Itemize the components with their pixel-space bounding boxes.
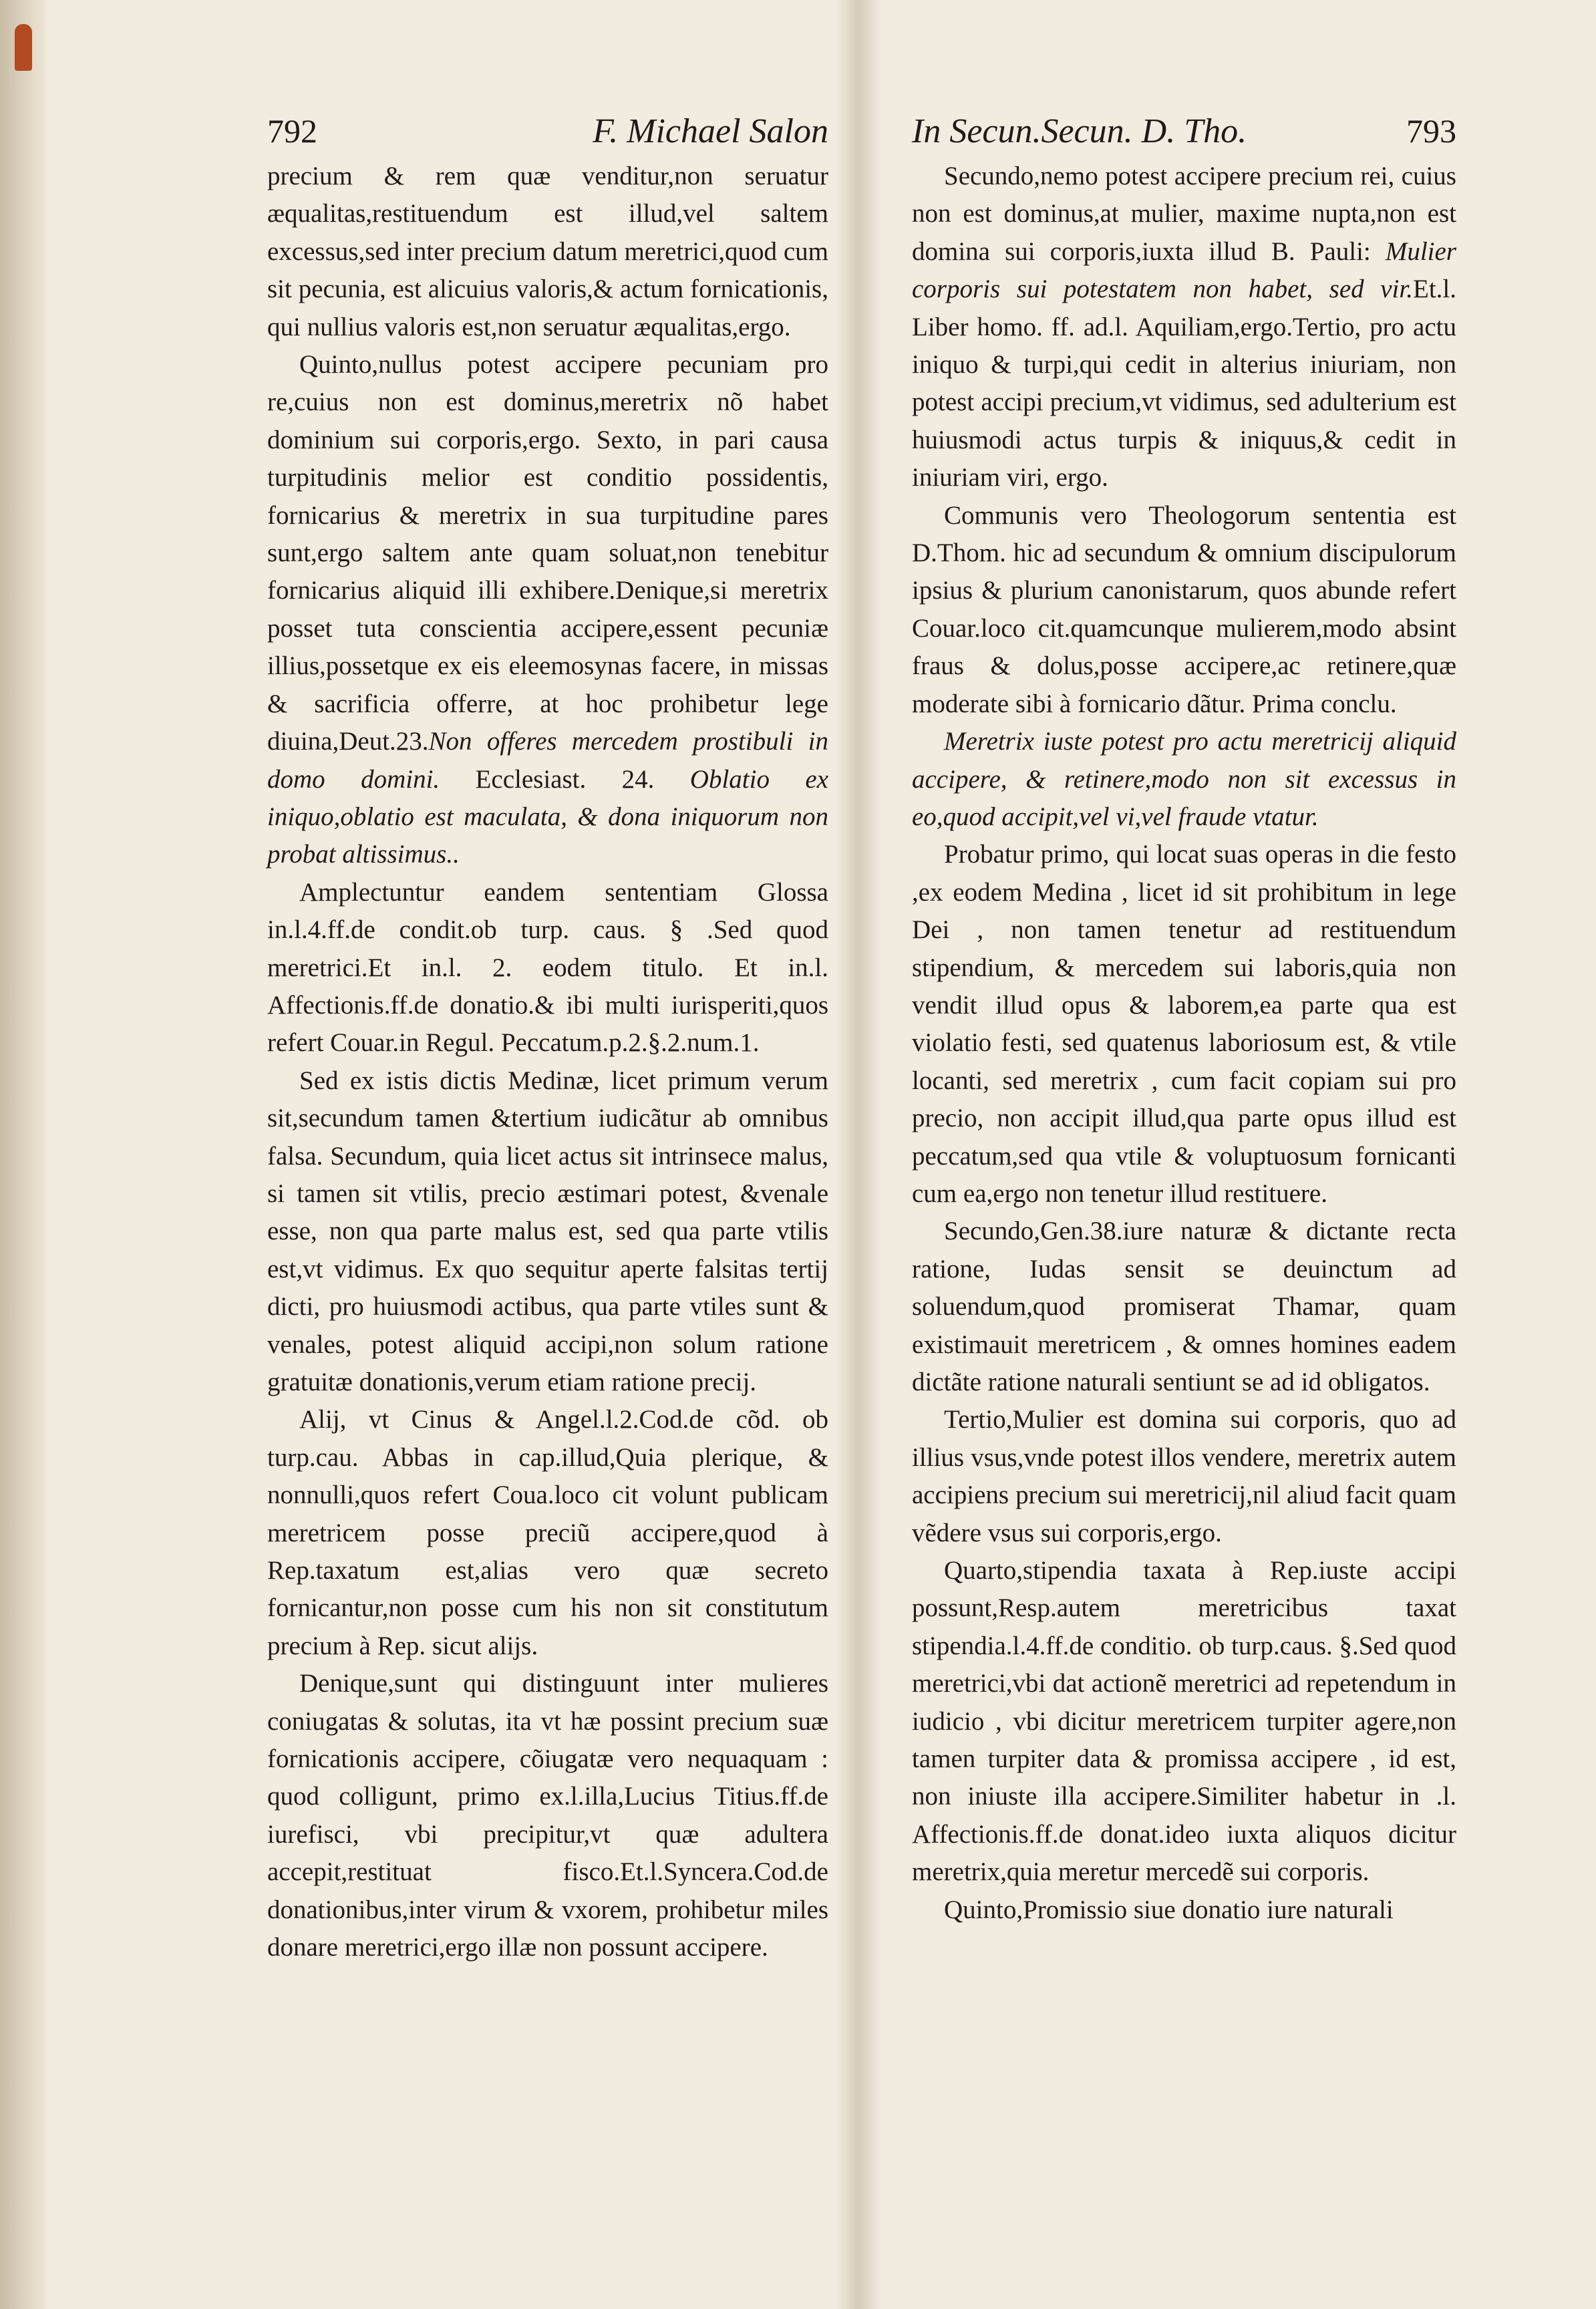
body-text: Et.l. Liber homo. ff. ad.l. Aquiliam,ergo.Tertio, pro actu iniquo & turpi,qui cedit in alterius iniuriam, non potest accipi precium,vt vidimus, sed adulterium est huiusmodi actus turpis & iniquus,& cedit in iniuriam viri, ergo. <box>912 275 1456 492</box>
left-page-paragraph <box>267 158 828 346</box>
body-text: Denique,sunt qui distinguunt inter mulieres coniugatas & solutas, ita vt hæ possint precium suæ fornicationis accipere, cõiugatæ vero nequaquam : quod colligunt, primo ex.l.illa,Lucius Titius.ff.de iurefisci, vbi precipitur,vt quæ adultera accepit,restituat fisco.Et.l.Syncera.Cod.de donationibus,inter virum & vxorem, prohibetur miles donare meretrici,ergo illæ non possunt accipere. <box>267 1669 828 1962</box>
body-text: Quinto,Promissio siue donatio iure naturali <box>944 1895 1394 1924</box>
left-page-text <box>267 158 828 1967</box>
right-page-paragraph <box>912 1891 1456 1929</box>
left-running-head <box>267 107 828 158</box>
left-page <box>267 107 828 1967</box>
right-page-paragraph <box>912 497 1456 723</box>
right-running-title: In Secun.Secun. D. Tho. <box>912 112 1247 150</box>
body-text: Sed ex istis dictis Medinæ, licet primum verum sit,secundum tamen &tertium iudicãtur ab omnibus falsa. Secundum, quia licet actus sit intrinsece malus, si tamen sit vtilis, precio æstimari potest, &venale esse, non qua parte malus est, sed qua parte vtilis est,vt vidimus. Ex quo sequitur aperte falsitas tertij dicti, pro huiusmodi actibus, qua parte vtiles sunt & venales, potest aliquid accipi,non solum ratione gratuitæ donationis,verum etiam ratione precij. <box>267 1066 828 1396</box>
body-text: Alij, vt Cinus & Angel.l.2.Cod.de cõd. ob turp.cau. Abbas in cap.illud,Quia plerique, & nonnulli,quos refert Coua.loco cit volunt publicam meretricem posse preciũ accipere,quod à Rep.taxatum est,alias vero quæ secreto fornicantur,non posse cum his non sit constitutum precium à Rep. sicut alijs. <box>267 1405 828 1660</box>
body-text: Meretrix iuste potest pro actu meretricij aliquid accipere, & retinere,modo non sit excessus in eo,quod accipit,vel vi,vel fraude vtatur. <box>912 727 1456 831</box>
right-page-paragraph <box>912 836 1456 1213</box>
left-page-paragraph <box>267 346 828 874</box>
body-text: Communis vero Theologorum sententia est D.Thom. hic ad secundum & omnium discipulorum ipsius & plurium canonistarum, quos abunde refert Couar.loco cit.quamcunque mulierem,modo absint fraus & dolus,posse accipere,ac retinere,quæ moderate sibi à fornicario dãtur. Prima conclu. <box>912 500 1456 718</box>
right-page-text <box>912 158 1456 1929</box>
left-page-paragraph <box>267 874 828 1062</box>
body-text: Secundo,nemo potest accipere precium rei, cuius non est dominus,at mulier, maxime nupta,non est domina sui corporis,iuxta illud B. Pauli: <box>912 162 1456 266</box>
body-text: precium & rem quæ venditur,non seruatur æqualitas,restituendum est illud,vel saltem excessus,sed inter precium datum meretrici,quod cum sit pecunia, est alicuius valoris,& actum fornicationis, qui nullius valoris est,non seruatur æqualitas,ergo. <box>267 162 828 341</box>
quotation-text: Oblatio ex iniquo,oblatio est maculata, & dona iniquorum non probat altissimus.. <box>267 764 828 869</box>
body-text: Ecclesiast. 24. <box>440 764 655 794</box>
left-running-title: F. Michael Salon <box>593 112 828 150</box>
body-text: Tertio,Mulier est domina sui corporis, quo ad illius vsus,vnde potest illos vendere, meretrix autem accipiens precium sui meretricij,nil aliud facit quam vẽdere vsus sui corporis,ergo. <box>912 1405 1456 1547</box>
right-running-head <box>912 107 1456 158</box>
left-page-number: 792 <box>267 112 317 150</box>
right-page-paragraph <box>912 723 1456 836</box>
right-page-paragraph <box>912 1401 1456 1552</box>
gutter-shadow <box>835 0 882 2309</box>
body-text: Quinto,nullus potest accipere pecuniam pro re,cuius non est dominus,meretrix nõ habet dominium sui corporis,ergo. Sexto, in pari causa turpitudinis melior est conditio possidentis, fornicarius & meretrix in sua turpitudine pares sunt,ergo saltem ante quam soluat,non tenebitur fornicarius aliquid illi exhibere.Denique,si meretrix posset tuta conscientia accipere,essent pecuniæ illius,possetque ex eis eleemosynas facere, in missas & sacrificia offerre, at hoc prohibetur lege diuina,Deut.23. <box>267 350 828 756</box>
bookmark-ribbon <box>15 24 32 71</box>
left-page-paragraph <box>267 1665 828 1966</box>
page-edge-shadow <box>0 0 47 2309</box>
right-page <box>912 107 1456 1929</box>
left-page-paragraph <box>267 1062 828 1402</box>
body-text: Quarto,stipendia taxata à Rep.iuste accipi possunt,Resp.autem meretricibus taxat stipendia.l.4.ff.de conditio. ob turp.caus. §.Sed quod meretrici,vbi dat actionẽ meretrici ad repetendum in iudicio , vbi dicitur meretricem turpiter agere,non tamen turpiter data & promissa accipere , id est, non iniuste illa accipere.Similiter habetur in .l. Affectionis.ff.de donat.ideo iuxta aliquos dicitur meretrix,quia meretur mercedẽ sui corporis. <box>912 1556 1456 1887</box>
quotation-text: Non offeres mercedem prostibuli in domo domini. <box>267 727 828 794</box>
body-text: Probatur primo, qui locat suas operas in die festo ,ex eodem Medina , licet id sit prohibitum in lege Dei , non tamen tenetur ad restituendum stipendium, & mercedem sui laboris,quia non vendit illud opus & laborem,ea parte qua est violatio festi, sed quatenus laboriosum est, & vtile locanti, sed meretrix , cum facit copiam sui pro precio, non accipit illud,qua parte opus illud est peccatum,sed qua vtile & voluptuosum fornicanti cum ea,ergo non tenetur illud restituere. <box>912 840 1456 1208</box>
body-text: Amplectuntur eandem sententiam Glossa in.l.4.ff.de condit.ob turp. caus. § .Sed quod meretrici.Et in.l. 2. eodem titulo. Et in.l. Affectionis.ff.de donatio.& ibi multi iurisperiti,quos refert Couar.in Regul. Peccatum.p.2.§.2.num.1. <box>267 877 828 1058</box>
body-text: Secundo,Gen.38.iure naturæ & dictante recta ratione, Iudas sensit se deuinctum ad soluendum,quod promiserat Thamar, quam existimauit meretricem , & omnes homines eadem dictãte ratione naturali sentiunt se ad id obligatos. <box>912 1217 1456 1396</box>
right-page-paragraph <box>912 1213 1456 1401</box>
right-page-paragraph <box>912 1552 1456 1891</box>
right-page-number: 793 <box>1406 112 1456 150</box>
quotation-text: Mulier corporis sui potestatem non habet, sed vir. <box>912 237 1456 304</box>
right-page-paragraph <box>912 158 1456 497</box>
left-page-paragraph <box>267 1401 828 1665</box>
